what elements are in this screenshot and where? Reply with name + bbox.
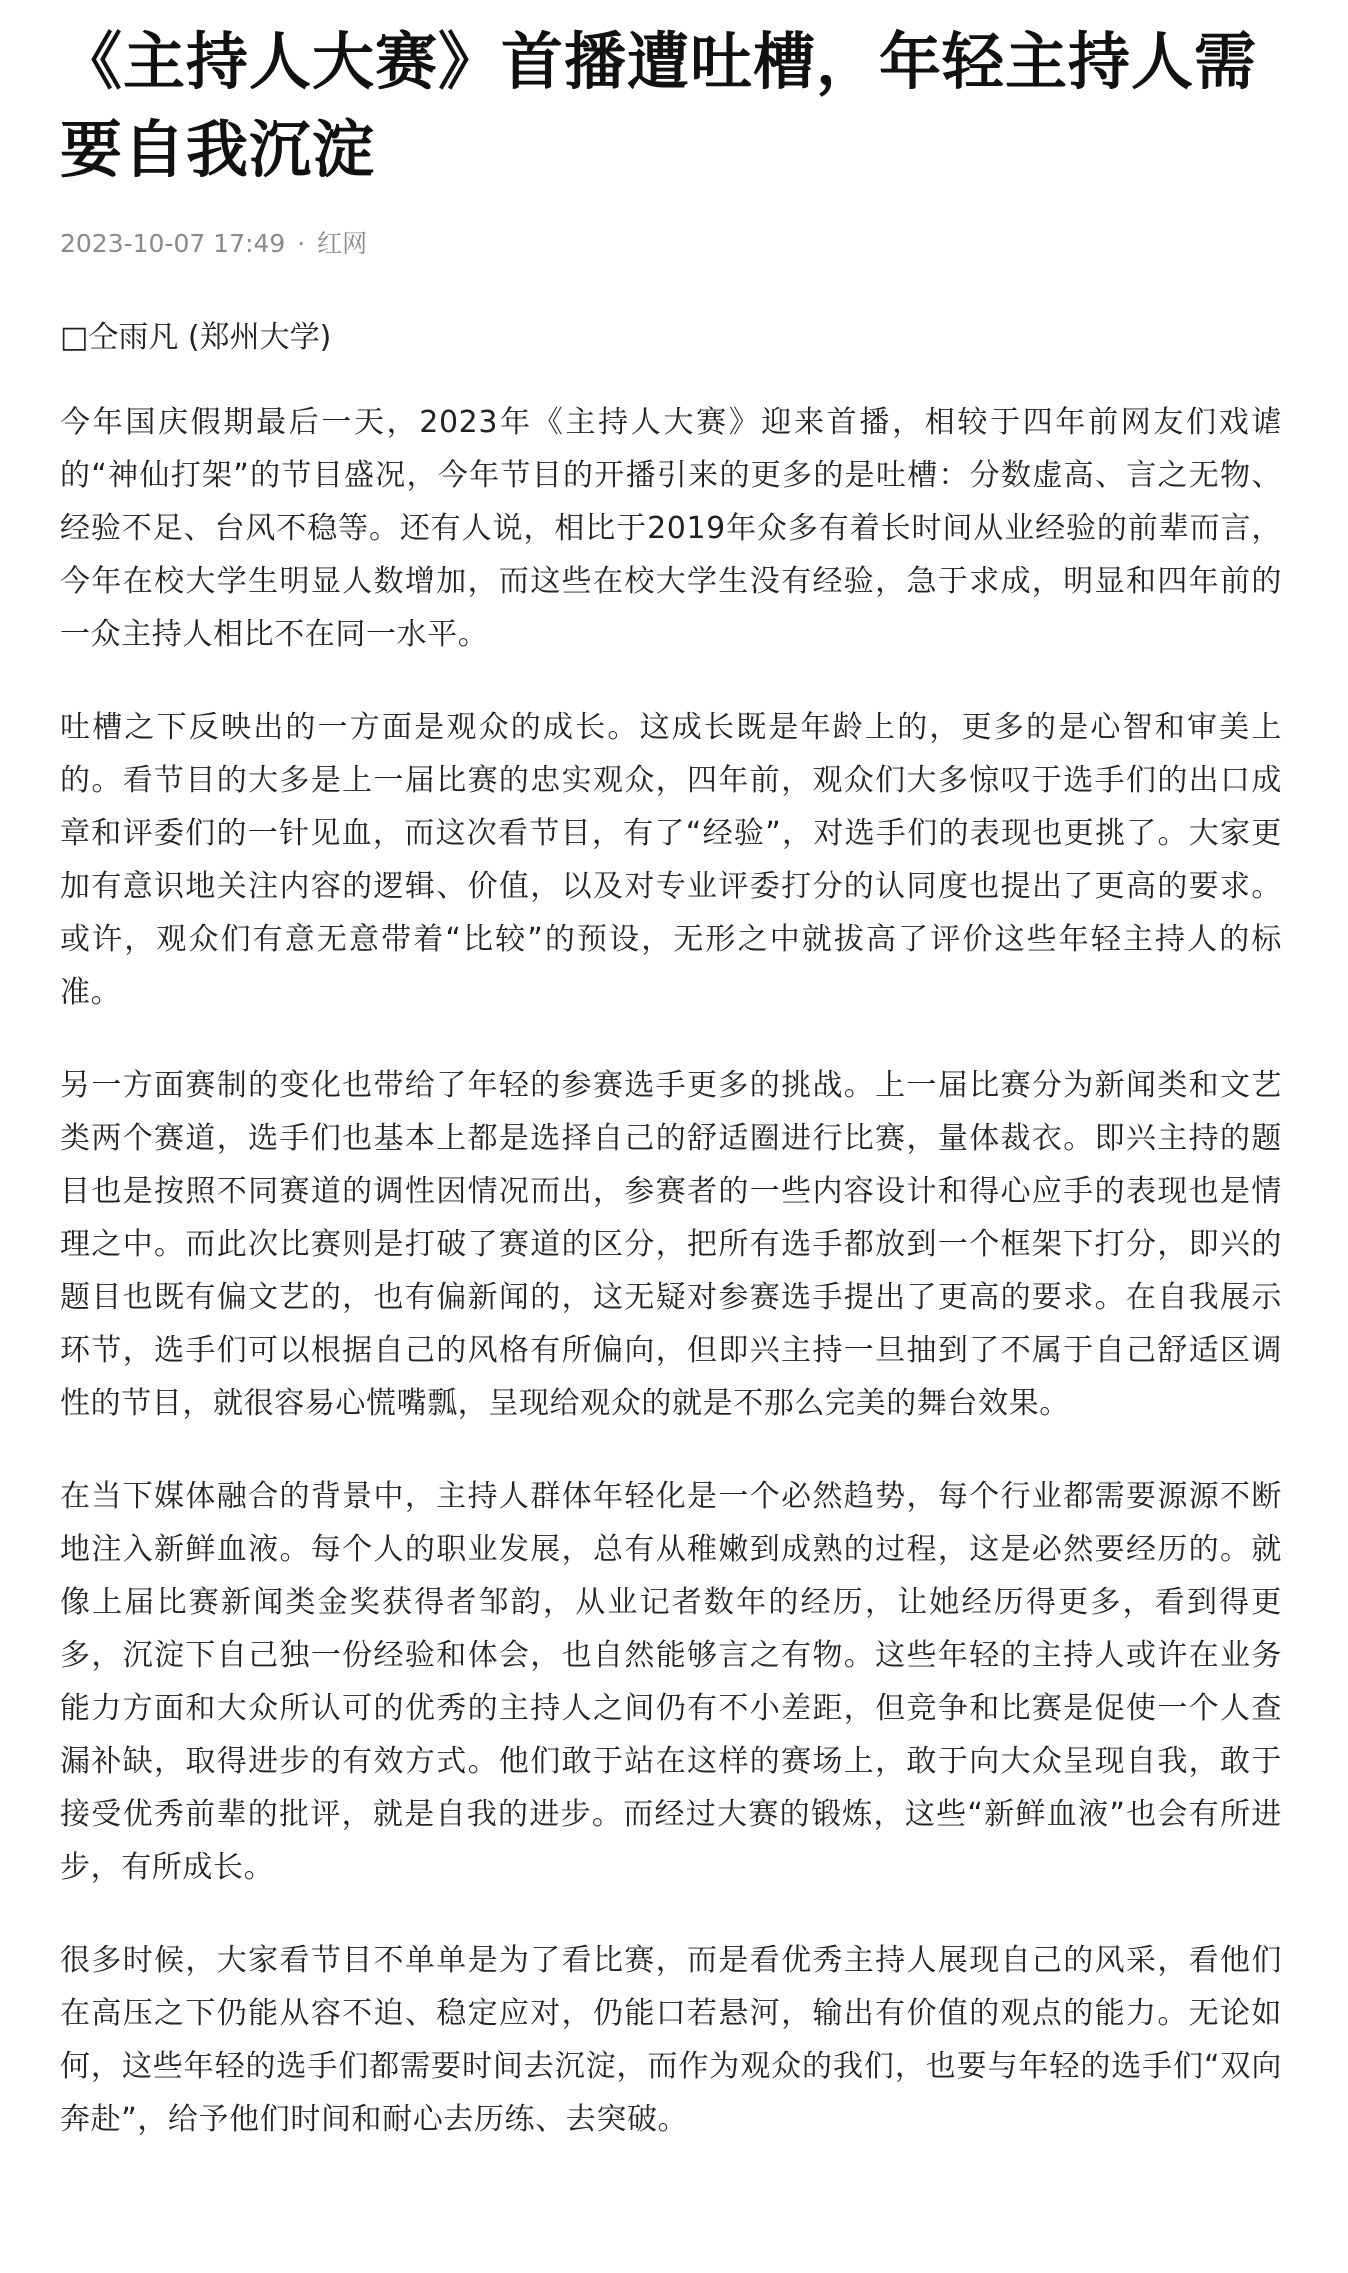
meta-separator: ·: [297, 229, 306, 258]
source-label: 红网: [317, 229, 368, 258]
paragraph: 另一方面赛制的变化也带给了年轻的参赛选手更多的挑战。上一届比赛分为新闻类和文艺类两个赛道，选手们也基本上都是选择自己的舒适圈进行比赛，量体裁衣。即兴主持的题目也是按照不同赛道的调性因情况而出，参赛者的一些内容设计和得心应手的表现也是情理之中。而此次比赛则是打破了赛道的区分，把所有选手都放到一个框架下打分，即兴的题目也既有偏文艺的，也有偏新闻的，这无疑对参赛选手提出了更高的要求。在自我展示环节，选手们可以根据自己的风格有所偏向，但即兴主持一旦抽到了不属于自己舒适区调性的节目，就很容易心慌嘴瓢，呈现给观众的就是不那么完美的舞台效果。: [60, 1068, 1282, 1421]
article-title: 《主持人大赛》首播遭吐槽，年轻主持人需要自我沉淀: [60, 25, 1258, 186]
author-line: □仝雨凡 (郑州大学): [60, 320, 332, 355]
paragraph: 很多时候，大家看节目不单单是为了看比赛，而是看优秀主持人展现自己的风采，看他们在高压之下仍能从容不迫、稳定应对，仍能口若悬河，输出有价值的观点的能力。无论如何，这些年轻的选手们都需要时间去沉淀，而作为观众的我们，也要与年轻的选手们“双向奔赴”，给予他们时间和耐心去历练、去突破。: [60, 1943, 1282, 2137]
publish-date: 2023-10-07 17:49: [60, 229, 286, 258]
article-meta: [60, 226, 1348, 262]
paragraph: 吐槽之下反映出的一方面是观众的成长。这成长既是年龄上的，更多的是心智和审美上的。看节目的大多是上一届比赛的忠实观众，四年前，观众们大多惊叹于选手们的出口成章和评委们的一针见血，而这次看节目，有了“经验”，对选手们的表现也更挑了。大家更加有意识地关注内容的逻辑、价值，以及对专业评委打分的认同度也提出了更高的要求。或许，观众们有意无意带着“比较”的预设，无形之中就拔高了评价这些年轻主持人的标准。: [60, 710, 1282, 1010]
paragraph: 今年国庆假期最后一天，2023年《主持人大赛》迎来首播，相较于四年前网友们戏谑的“神仙打架”的节目盛况，今年节目的开播引来的更多的是吐槽：分数虚高、言之无物、经验不足、台风不稳等。还有人说，相比于2019年众多有着长时间从业经验的前辈而言，今年在校大学生明显人数增加，而这些在校大学生没有经验，急于求成，明显和四年前的一众主持人相比不在同一水平。: [60, 405, 1282, 652]
paragraph: 在当下媒体融合的背景中，主持人群体年轻化是一个必然趋势，每个行业都需要源源不断地注入新鲜血液。每个人的职业发展，总有从稚嫩到成熟的过程，这是必然要经历的。就像上届比赛新闻类金奖获得者邹韵，从业记者数年的经历，让她经历得更多，看到得更多，沉淀下自己独一份经验和体会，也自然能够言之有物。这些年轻的主持人或许在业务能力方面和大众所认可的优秀的主持人之间仍有不小差距，但竞争和比赛是促使一个人查漏补缺，取得进步的有效方式。他们敢于站在这样的赛场上，敢于向大众呈现自我，敢于接受优秀前辈的批评，就是自我的进步。而经过大赛的锻炼，这些“新鲜血液”也会有所进步，有所成长。: [60, 1479, 1282, 1885]
